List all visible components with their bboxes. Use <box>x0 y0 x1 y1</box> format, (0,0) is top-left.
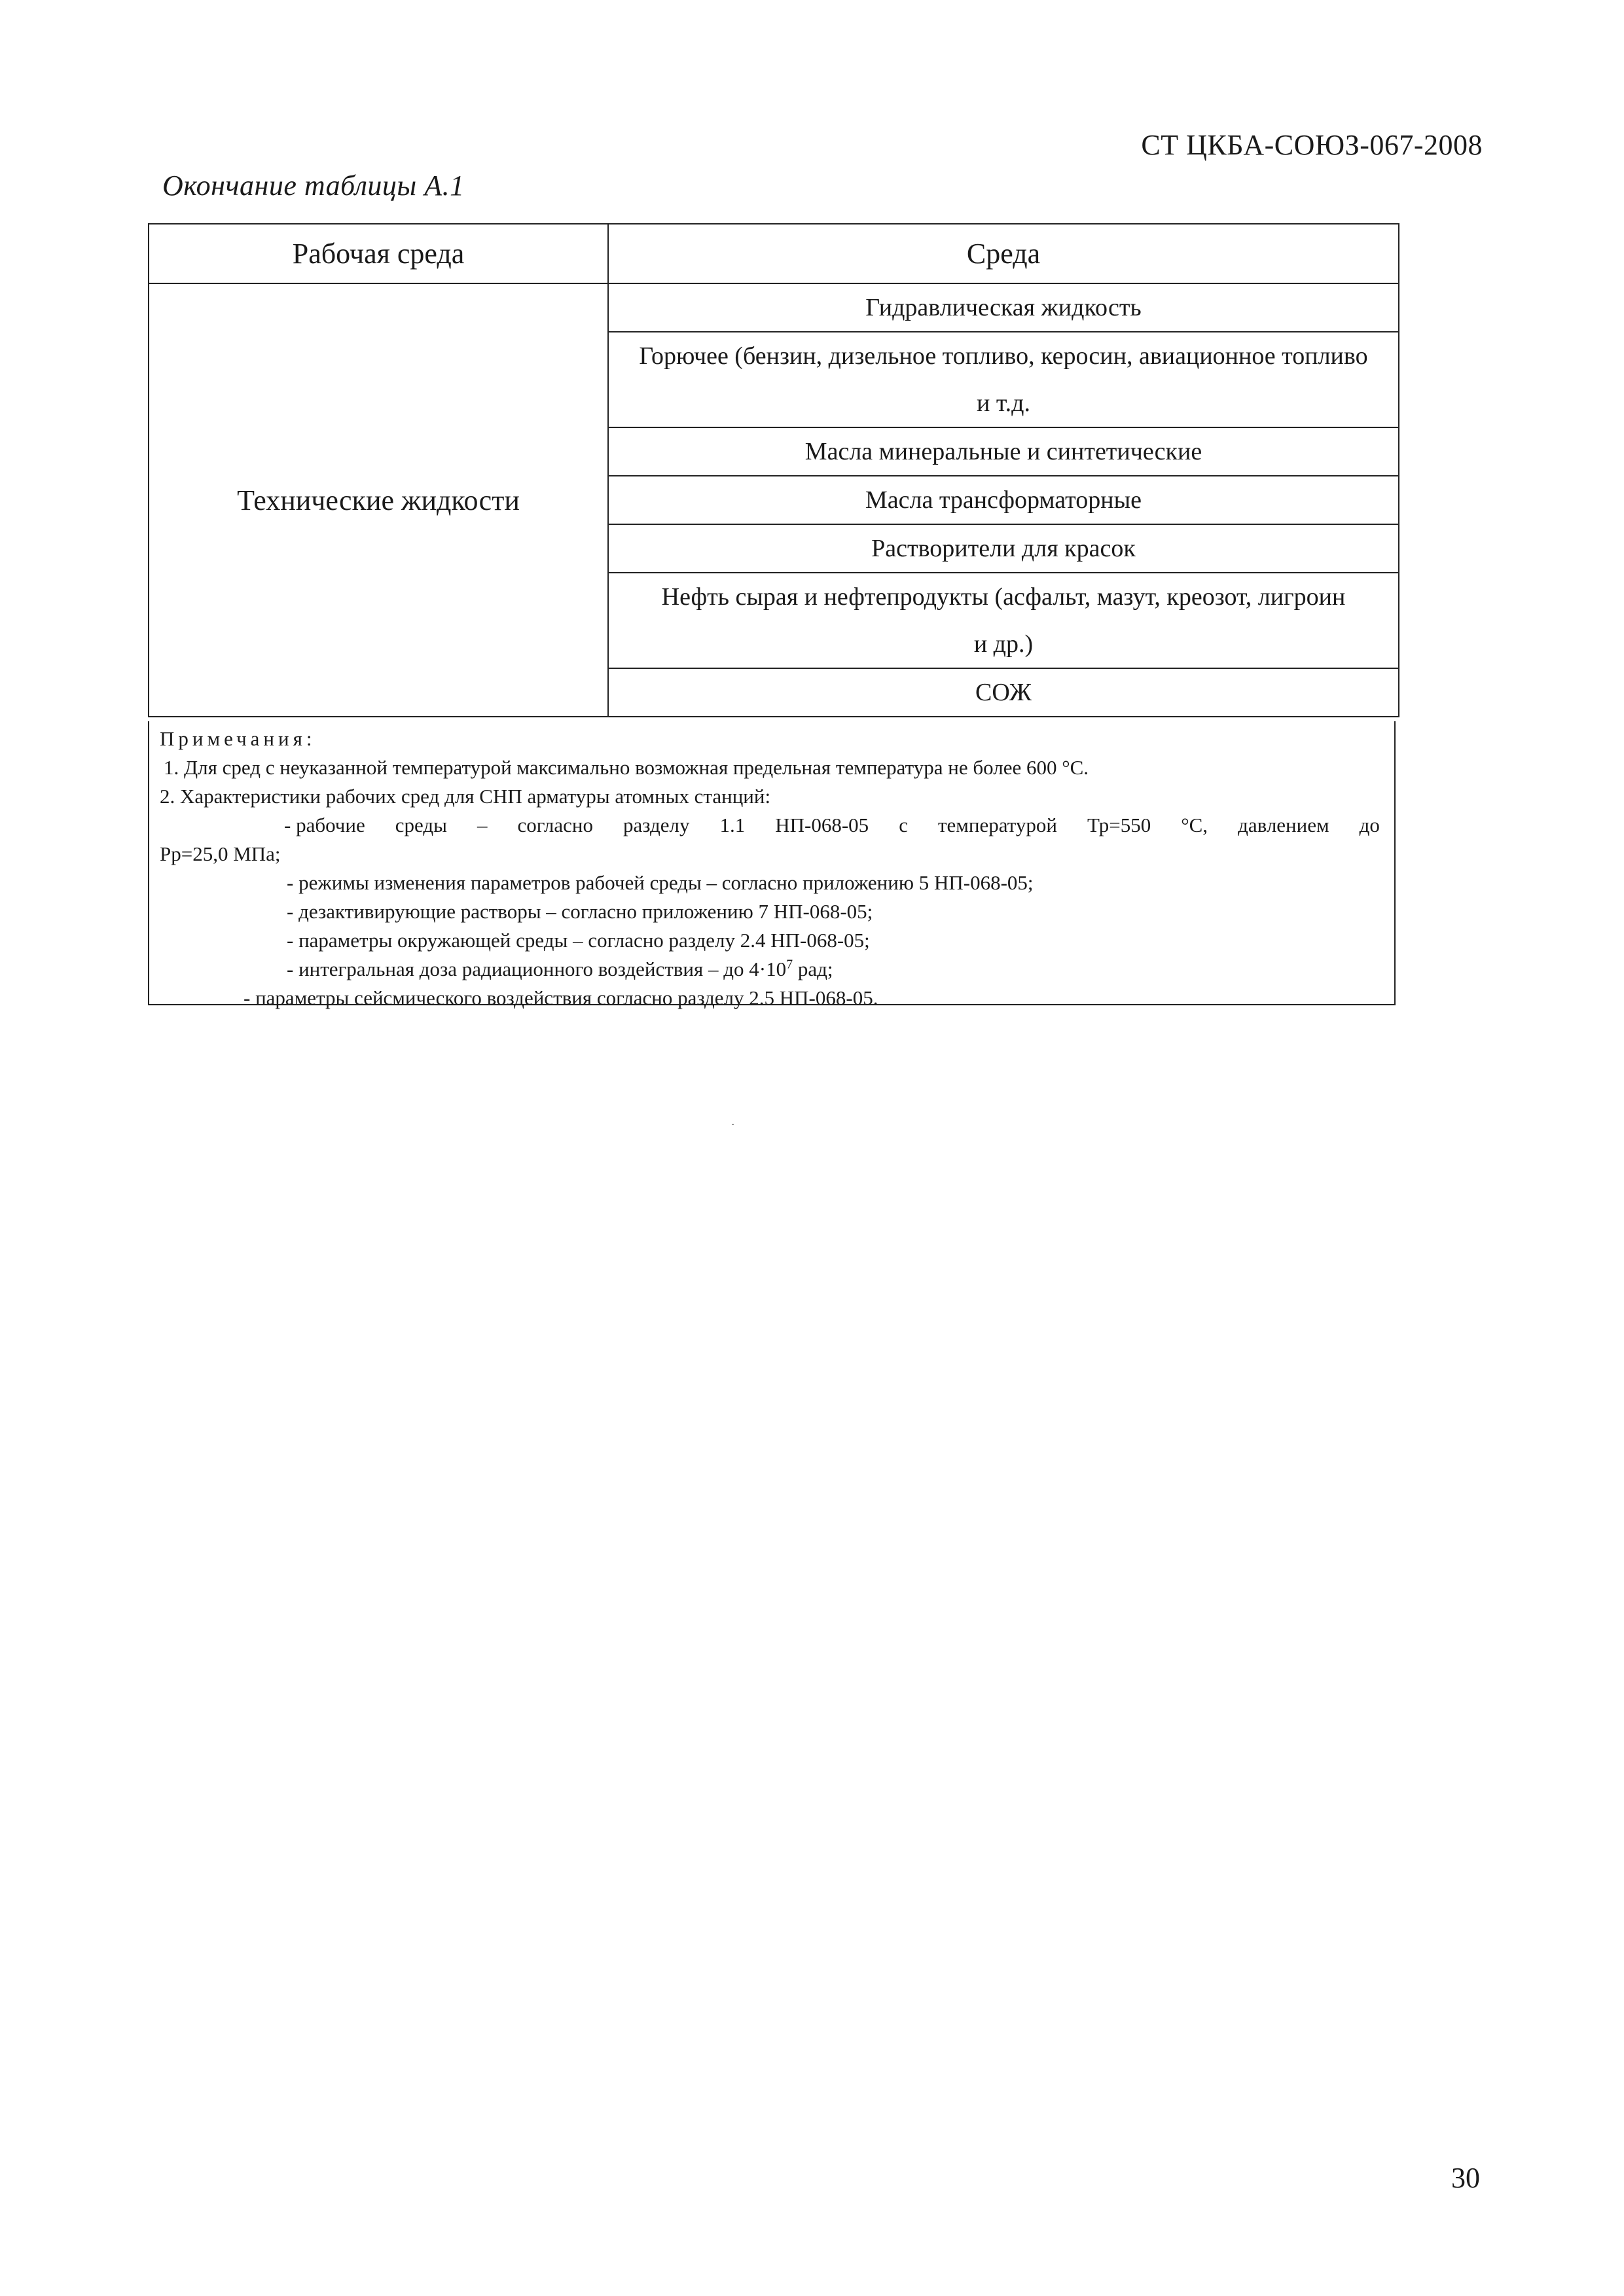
medium-cell: Масла трансформаторные <box>608 476 1399 524</box>
radiation-exponent: 7 <box>786 957 793 972</box>
table-row <box>149 283 1399 332</box>
note-bullet-radiation <box>160 955 1380 984</box>
medium-cell: Масла минеральные и синтетические <box>608 427 1399 476</box>
column-header-working-medium: Рабочая среда <box>149 224 608 283</box>
word: давлением <box>1238 814 1329 836</box>
word: НП-068-05 <box>775 814 869 836</box>
medium-cell: Растворители для красок <box>608 524 1399 573</box>
notes-title: Примечания: <box>160 727 316 750</box>
category-cell: Технические жидкости <box>149 283 608 717</box>
medium-cell: Гидравлическая жидкость <box>608 283 1399 332</box>
note-bullet-decontamination: - дезактивирующие растворы – согласно приложению 7 НП-068-05; <box>287 900 873 923</box>
note-bullet-working-media <box>160 811 1380 840</box>
note-bullet-environment: - параметры окружающей среды – согласно разделу 2.4 НП-068-05; <box>287 929 870 952</box>
word: – <box>477 814 488 836</box>
medium-cell: СОЖ <box>608 668 1399 717</box>
media-table <box>148 223 1399 717</box>
word: - рабочие <box>284 814 365 836</box>
radiation-unit: рад; <box>793 958 833 980</box>
table-header-row <box>149 224 1399 283</box>
word: согласно <box>517 814 593 836</box>
medium-cell: Нефть сырая и нефтепродукты (асфальт, мазут, креозот, лигроин и др.) <box>608 573 1399 668</box>
word: до <box>1359 814 1380 836</box>
word: разделу <box>623 814 690 836</box>
note-2: 2. Характеристики рабочих сред для СНП арматуры атомных станций: <box>160 785 771 808</box>
note-bullet-modes: - режимы изменения параметров рабочей среды – согласно приложению 5 НП-068-05; <box>287 871 1034 894</box>
page-number: 30 <box>1451 2162 1480 2194</box>
word: с <box>899 814 908 836</box>
word: 1.1 <box>719 814 746 836</box>
scan-speck <box>732 1124 734 1125</box>
table-caption: Окончание таблицы А.1 <box>162 170 465 202</box>
note-bullet-seismic: - параметры сейсмического воздействия согласно разделу 2.5 НП-068-05. <box>244 986 878 1009</box>
notes-section <box>148 721 1396 1009</box>
radiation-text: - интегральная доза радиационного воздействия – до 4·10 <box>287 958 787 980</box>
word: температурой <box>937 814 1057 836</box>
document-code: СТ ЦКБА-СОЮЗ-067-2008 <box>1141 129 1483 161</box>
note-1: 1. Для сред с неуказанной температурой максимально возможная предельная температура не более 600 °С. <box>164 756 1089 779</box>
word: Тр=550 <box>1087 814 1151 836</box>
note-bullet-continuation: Рр=25,0 МПа; <box>160 842 281 865</box>
word: °С, <box>1181 814 1208 836</box>
medium-cell: Горючее (бензин, дизельное топливо, керосин, авиационное топливо и т.д. <box>608 332 1399 427</box>
column-header-medium: Среда <box>608 224 1399 283</box>
word: среды <box>395 814 447 836</box>
